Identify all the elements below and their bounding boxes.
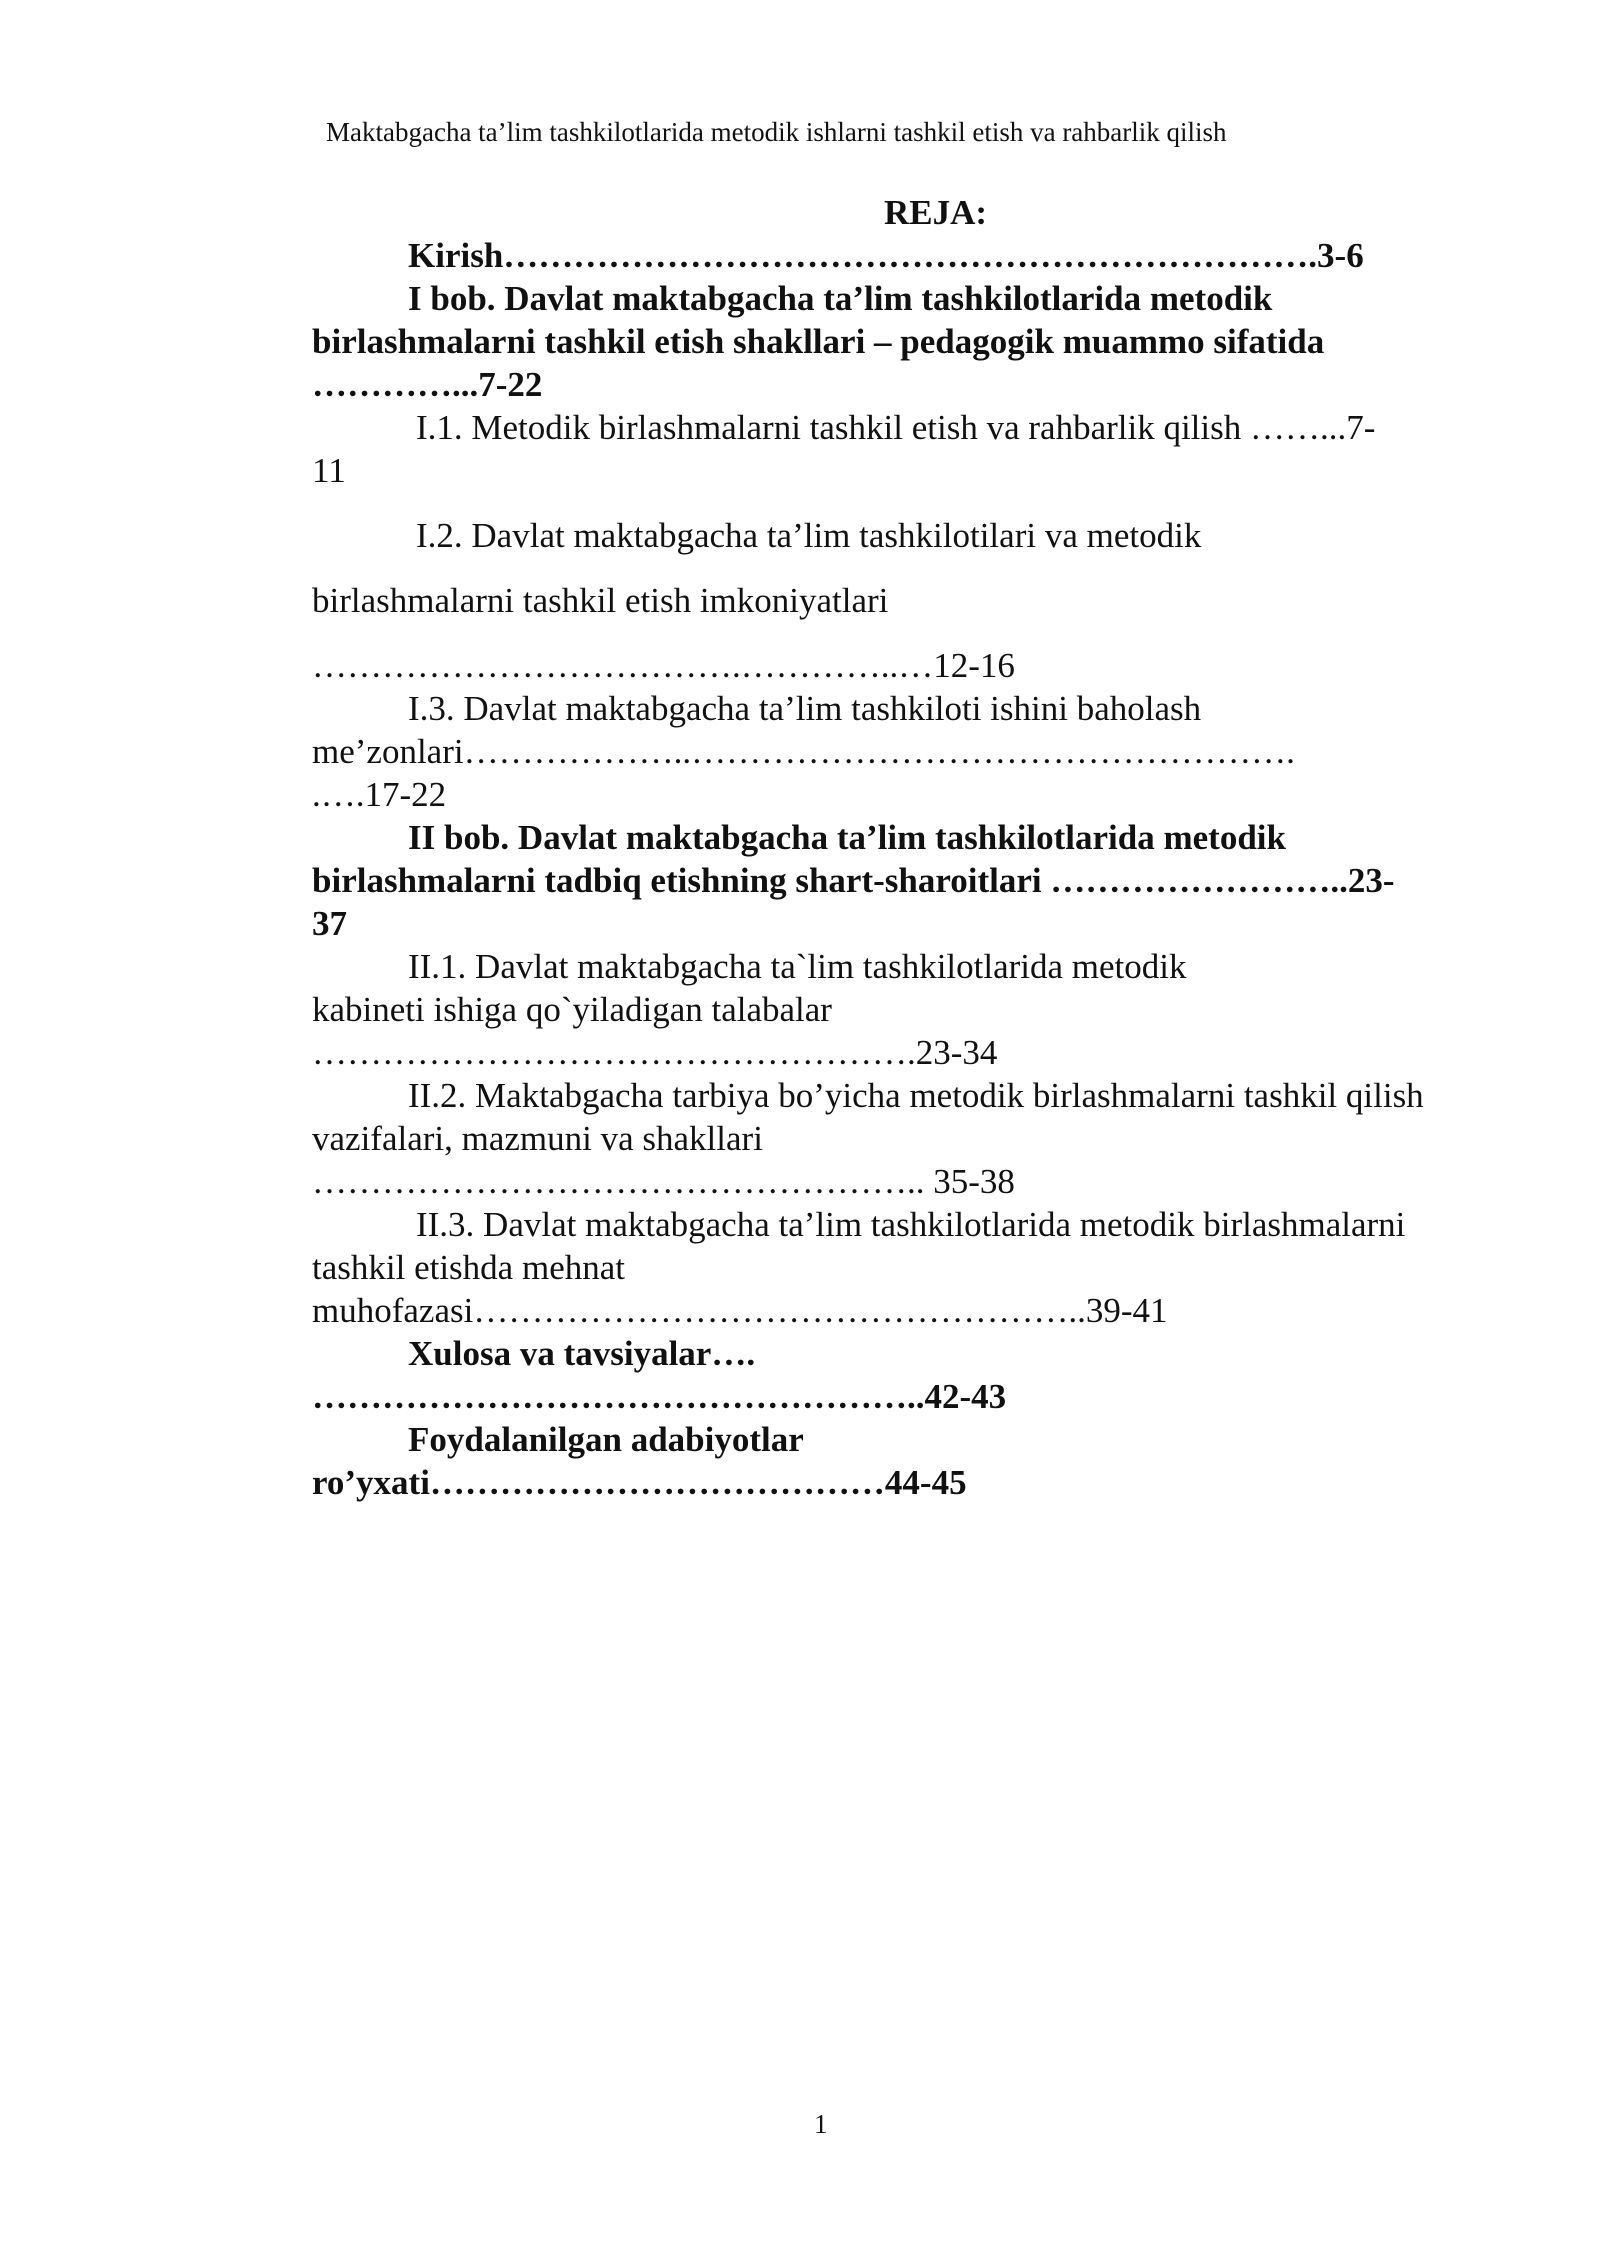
toc-line: muhofazasi……………………………………………..39-41 bbox=[312, 1291, 1168, 1330]
toc-entry-kirish bbox=[312, 234, 1500, 277]
toc-entry-section-2-2 bbox=[312, 1074, 1500, 1203]
toc-line: 37 bbox=[312, 904, 347, 943]
toc-line: birlashmalarni tashkil etish shakllari – pedagogik muammo sifatida bbox=[312, 322, 1325, 361]
toc-entry-section-1-3 bbox=[312, 687, 1500, 816]
toc-line: tashkil etishda mehnat bbox=[312, 1248, 625, 1287]
toc-line: I.1. Metodik birlashmalarni tashkil etish va rahbarlik qilish ……...7- bbox=[416, 408, 1376, 447]
toc-entry-conclusion bbox=[312, 1332, 1500, 1418]
toc-line: .….17-22 bbox=[312, 775, 447, 814]
toc-line: …………...7-22 bbox=[312, 365, 543, 404]
toc-line: Foydalanilgan adabiyotlar bbox=[408, 1420, 804, 1459]
toc-line: Kirish…………………………………………………………….3-6 bbox=[408, 236, 1364, 275]
toc-line: I bob. Davlat maktabgacha ta’lim tashkilotlarida metodik bbox=[408, 279, 1273, 318]
toc-line: I.2. Davlat maktabgacha ta’lim tashkilotilari va metodik bbox=[416, 516, 1202, 555]
page-number: 1 bbox=[814, 2109, 828, 2139]
toc-line: birlashmalarni tadbiq etishning shart-sharoitlari ……………………..23- bbox=[312, 861, 1395, 900]
toc-line: me’zonlari………………..……………………………………………. bbox=[312, 732, 1295, 771]
running-header: Maktabgacha ta’lim tashkilotlarida metodik ishlarni tashkil etish va rahbarlik qilish bbox=[326, 117, 1227, 147]
toc-line: …………………………………………….23-34 bbox=[312, 1033, 998, 1072]
toc-entry-section-1-2 bbox=[312, 514, 1500, 687]
document-title: REJA: bbox=[884, 193, 988, 232]
toc-line: ……………………………………………..42-43 bbox=[312, 1377, 1007, 1416]
toc-entry-section-1-1 bbox=[312, 406, 1500, 492]
toc-entry-references bbox=[312, 1418, 1500, 1504]
toc-line: 11 bbox=[312, 451, 346, 490]
toc-line: …………………………………………….. 35-38 bbox=[312, 1162, 1015, 1201]
table-of-contents bbox=[312, 234, 1500, 1504]
toc-line: Xulosa va tavsiyalar…. bbox=[408, 1334, 756, 1373]
toc-entry-section-2-1 bbox=[312, 945, 1500, 1074]
toc-line: II bob. Davlat maktabgacha ta’lim tashkilotlarida metodik bbox=[408, 818, 1286, 857]
toc-line: birlashmalarni tashkil etish imkoniyatlari bbox=[312, 581, 889, 620]
toc-line: I.3. Davlat maktabgacha ta’lim tashkiloti ishini baholash bbox=[408, 689, 1202, 728]
toc-line: ro’yxati…………………………………44-45 bbox=[312, 1463, 967, 1502]
toc-line: kabineti ishiga qo`yiladigan talabalar bbox=[312, 990, 832, 1029]
toc-entry-chapter-2 bbox=[312, 816, 1500, 945]
toc-line: ……………………………….…………..…12-16 bbox=[312, 646, 1015, 685]
toc-line: vazifalari, mazmuni va shakllari bbox=[312, 1119, 763, 1158]
toc-line: II.3. Davlat maktabgacha ta’lim tashkilotlarida metodik birlashmalarni bbox=[416, 1205, 1406, 1244]
toc-entry-chapter-1 bbox=[312, 277, 1500, 406]
toc-entry-section-2-3 bbox=[312, 1203, 1500, 1332]
toc-line: II.2. Maktabgacha tarbiya bo’yicha metodik birlashmalarni tashkil qilish bbox=[408, 1076, 1424, 1115]
toc-line: II.1. Davlat maktabgacha ta`lim tashkilotlarida metodik bbox=[408, 947, 1187, 986]
